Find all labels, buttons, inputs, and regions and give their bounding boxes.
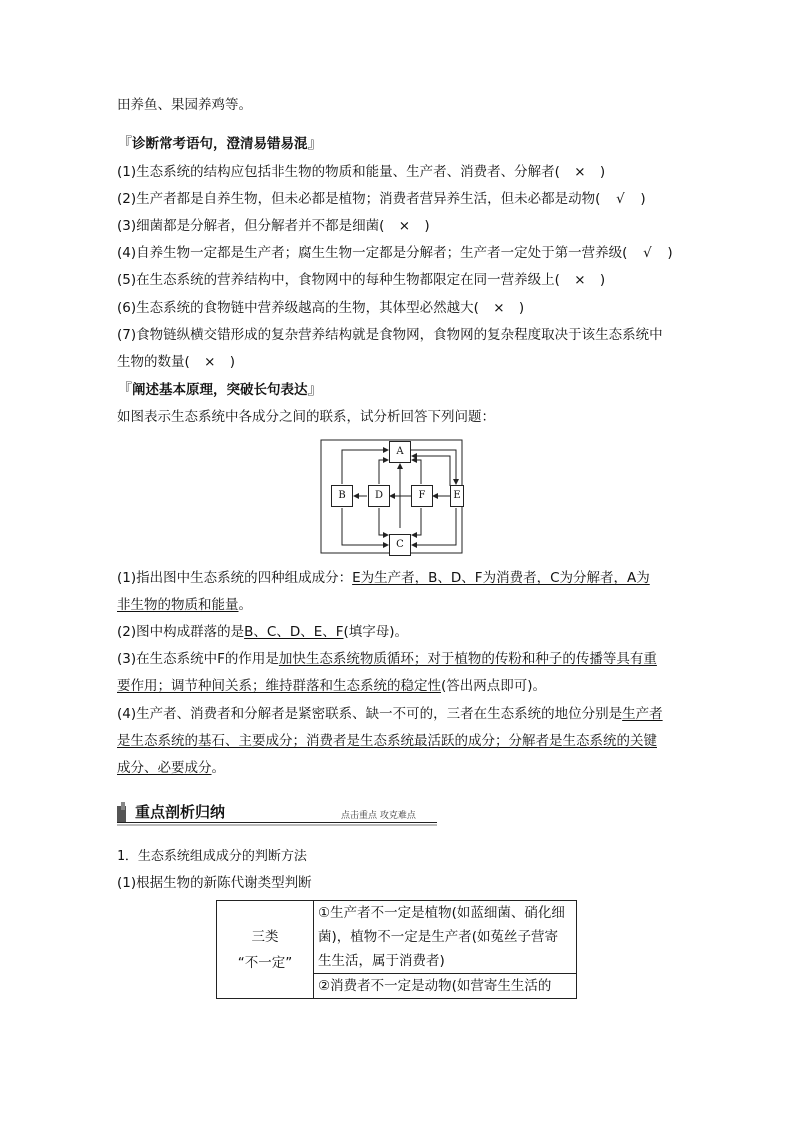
- judgment-table: [216, 900, 577, 999]
- answer-text: 成分、必要成分: [117, 760, 212, 776]
- answer-text: E为生产者，B、D、F为消费者，C为分解者，A为: [352, 570, 650, 586]
- node-b: B: [331, 485, 353, 507]
- bracket-open: 『: [117, 134, 133, 152]
- item-text: (2)生产者都是自养生物，但未必都是植物；消费者营异养生活，但未必都是动物(: [117, 191, 601, 207]
- table-cell-producers: [314, 901, 577, 974]
- check-mark: √: [616, 191, 625, 207]
- item-close: ): [229, 354, 236, 370]
- cross-mark: ×: [398, 218, 411, 234]
- question-text: 。: [211, 760, 225, 776]
- question-1-line2: [117, 596, 252, 614]
- judgment-item-7-line2: [117, 353, 235, 371]
- check-mark: √: [643, 245, 652, 261]
- node-c: C: [389, 534, 411, 556]
- section-heading-explain: [117, 380, 323, 399]
- judgment-item-6: [117, 299, 524, 317]
- item-text: (1)生态系统的结构应包括非生物的物质和能量、生产者、消费者、分解者(: [117, 164, 560, 180]
- cross-mark: ×: [204, 354, 216, 370]
- item-close: ): [599, 272, 606, 288]
- table-cell-line: 生生活，属于消费者): [318, 953, 445, 969]
- cross-mark: ×: [493, 300, 505, 316]
- item-text: (5)在生态系统的营养结构中，食物网中的每种生物都限定在同一营养级上(: [117, 272, 560, 288]
- section-title: 阐述基本原理，突破长句表达: [132, 382, 308, 398]
- judgment-item-7-line1: (7)食物链纵横交错形成的复杂营养结构就是食物网，食物网的复杂程度取决于该生态系统中: [117, 327, 663, 343]
- question-2: [117, 623, 408, 641]
- table-cell-line: ②消费者不一定是动物(如营寄生生活的: [318, 978, 552, 994]
- banner-rule: [117, 822, 437, 823]
- node-d: D: [368, 485, 390, 507]
- node-e: E: [450, 485, 464, 507]
- item-close: ): [667, 245, 673, 261]
- judgment-item-2: [117, 190, 646, 208]
- answer-text: 加快生态系统物质循环；对于植物的传粉和种子的传播等具有重: [278, 651, 657, 667]
- banner-marker-accent: [121, 802, 125, 810]
- question-prompt: 如图表示生态系统中各成分之间的联系，试分析回答下列问题：: [117, 409, 495, 425]
- judgment-item-1: [117, 163, 605, 181]
- ecosystem-diagram: [320, 438, 464, 556]
- method-heading: 1．生态系统组成成分的判断方法: [117, 849, 307, 864]
- judgment-item-5: [117, 271, 605, 289]
- node-f: F: [411, 485, 433, 507]
- banner-title: 重点剖析归纳: [135, 803, 226, 821]
- bracket-close: 』: [307, 380, 323, 398]
- cross-mark: ×: [574, 164, 586, 180]
- section-title: 诊断常考语句，澄清易错易混: [132, 136, 308, 152]
- banner-subtitle: 点击重点 攻克难点: [341, 811, 416, 821]
- cross-mark: ×: [574, 272, 586, 288]
- item-close: ): [518, 300, 525, 316]
- item-text: (6)生态系统的食物链中营养级越高的生物，其体型必然越大(: [117, 300, 479, 316]
- table-left-line1: 三类: [251, 928, 279, 945]
- table-left-cell: [217, 901, 314, 999]
- question-text: (2)图中构成群落的是: [117, 624, 245, 640]
- bracket-close: 』: [307, 134, 323, 152]
- question-text: (答出两点即可)。: [441, 678, 547, 694]
- item-text: 生物的数量(: [117, 354, 190, 370]
- question-text: (3)在生态系统中F的作用是: [117, 651, 279, 667]
- table-cell-line: 菌)，植物不一定是生产者(如菟丝子营寄: [318, 929, 559, 945]
- question-text: (4)生产者、消费者和分解者是紧密联系、缺一不可的，三者在生态系统的地位分别是: [117, 706, 623, 722]
- banner-rule-shadow: [117, 824, 437, 826]
- section-banner: [117, 802, 437, 824]
- bracket-open: 『: [117, 380, 133, 398]
- question-text: (填字母)。: [343, 624, 409, 640]
- answer-text: 生产者: [622, 706, 663, 722]
- node-a: A: [389, 441, 411, 463]
- judgment-item-4: [117, 244, 673, 262]
- item-close: ): [599, 164, 606, 180]
- answer-text: 非生物的物质和能量: [117, 597, 239, 613]
- question-1-line1: [117, 569, 650, 587]
- table-left-line2: “不一定”: [237, 954, 293, 971]
- answer-text: 是生态系统的基石、主要成分；消费者是生态系统最活跃的成分；分解者是生态系统的关键: [117, 733, 657, 749]
- question-4-line2: [117, 732, 657, 750]
- item-text: (3)细菌都是分解者，但分解者并不都是细菌(: [117, 218, 385, 234]
- table-cell-consumers: [314, 974, 577, 999]
- question-text: 。: [238, 597, 252, 613]
- intro-tail: 田养鱼、果园养鸡等。: [117, 97, 252, 113]
- question-3-line1: [117, 650, 657, 668]
- item-close: ): [424, 218, 430, 234]
- question-4-line3: [117, 759, 225, 777]
- item-text: (4)自养生物一定都是生产者；腐生生物一定都是分解者；生产者一定处于第一营养级(: [117, 245, 628, 261]
- judgment-item-3: [117, 217, 430, 235]
- table-row: [217, 901, 577, 974]
- method-subheading: (1)根据生物的新陈代谢类型判断: [117, 875, 312, 891]
- item-close: ): [640, 191, 646, 207]
- question-4-line1: [117, 705, 663, 723]
- table-cell-line: ①生产者不一定是植物(如蓝细菌、硝化细: [318, 905, 565, 921]
- answer-text: 要作用；调节种间关系；维持群落和生态系统的稳定性: [117, 678, 441, 694]
- question-3-line2: [117, 677, 546, 695]
- question-text: (1)指出图中生态系统的四种组成成分：: [117, 570, 353, 586]
- section-heading-diagnose: [117, 134, 323, 153]
- answer-text: B、C、D、E、F: [244, 624, 344, 640]
